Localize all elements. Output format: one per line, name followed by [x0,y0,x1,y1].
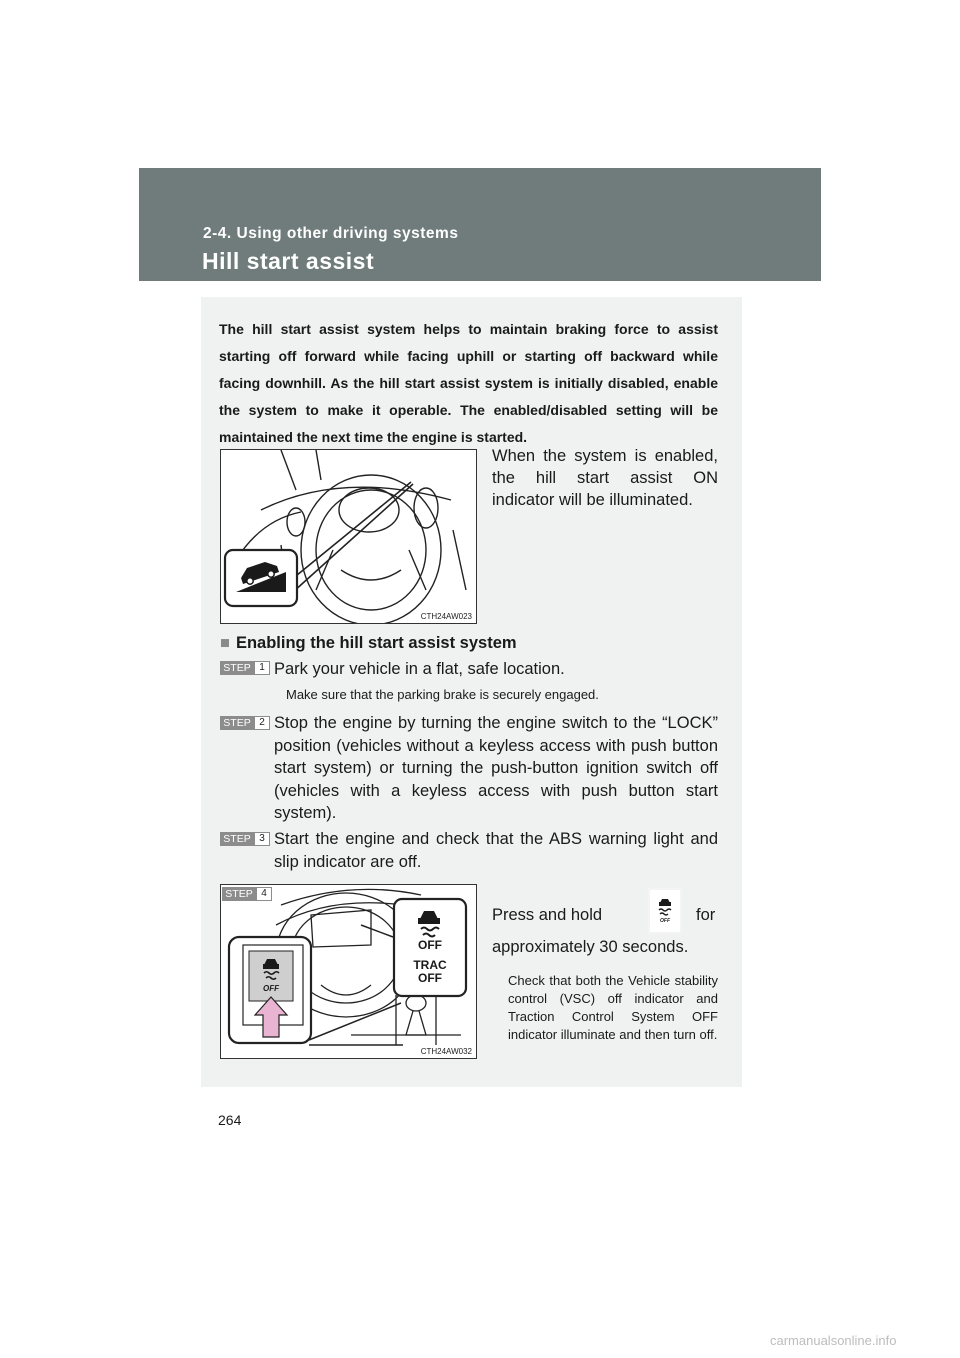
page-number: 264 [218,1112,242,1128]
intro-paragraph: The hill start assist system helps to maintain braking force to assist starting off forward while facing uphill or starting off backward while facing downhill. As the hill start assist system is initially disabled, enable the system to make it operable. The enabled/disabled setting will be maintained the next time the engine is started. [219,321,718,445]
section-label: 2-4. Using other driving systems [203,225,459,242]
figure-indicator [220,449,477,624]
vsc-off-label: OFF [418,938,442,952]
step-badge-1: STEP 1 [220,661,268,675]
page-title: Hill start assist [202,248,375,274]
button-off-label: OFF [263,984,279,993]
heading-marker: ■ [220,634,230,652]
console-illustration [221,885,476,1058]
vsc-off-inline-button [648,888,682,934]
figure-vsc-button [220,884,477,1059]
watermark: carmanualsonline.info [770,1333,897,1348]
step-1-text: Park your vehicle in a flat, safe location. [274,660,565,678]
step-4-text-before: Press and hold [492,906,603,924]
dashboard-illustration [221,450,476,623]
step-4-text-line2: approximately 30 seconds. [492,938,689,956]
step-3-text: Start the engine and check that the ABS warning light and slip indicator are off. [274,830,718,871]
trac-off-label: OFF [418,971,442,985]
step-4-text-after: for [696,906,716,924]
trac-label: TRAC [413,958,447,972]
step-4-note: Check that both the Vehicle stability control (VSC) off indicator and Traction Control System OFF indicator illuminate and then turn off. [508,973,718,1042]
figure-caption: When the system is enabled, the hill start assist ON indicator will be illuminated. [492,447,718,509]
step-badge-4: STEP 4 [222,887,270,901]
figure-code: CTH24AW032 [420,1047,472,1056]
step-badge-3: STEP 3 [220,832,268,846]
step-2-text: Stop the engine by turning the engine switch to the “LOCK” position (vehicles without a keyless access with push button start system) or turning the push-button ignition switch off (vehicles with a keyless access with push button start system). [274,714,718,822]
subsection-heading [220,634,517,653]
page-header [139,168,821,281]
inline-button-off-label: OFF [660,918,670,924]
step-1-note: Make sure that the parking brake is securely engaged. [286,687,599,702]
step-badge-2: STEP 2 [220,716,268,730]
figure-code: CTH24AW023 [420,612,472,621]
heading-text: Enabling the hill start assist system [235,634,517,652]
